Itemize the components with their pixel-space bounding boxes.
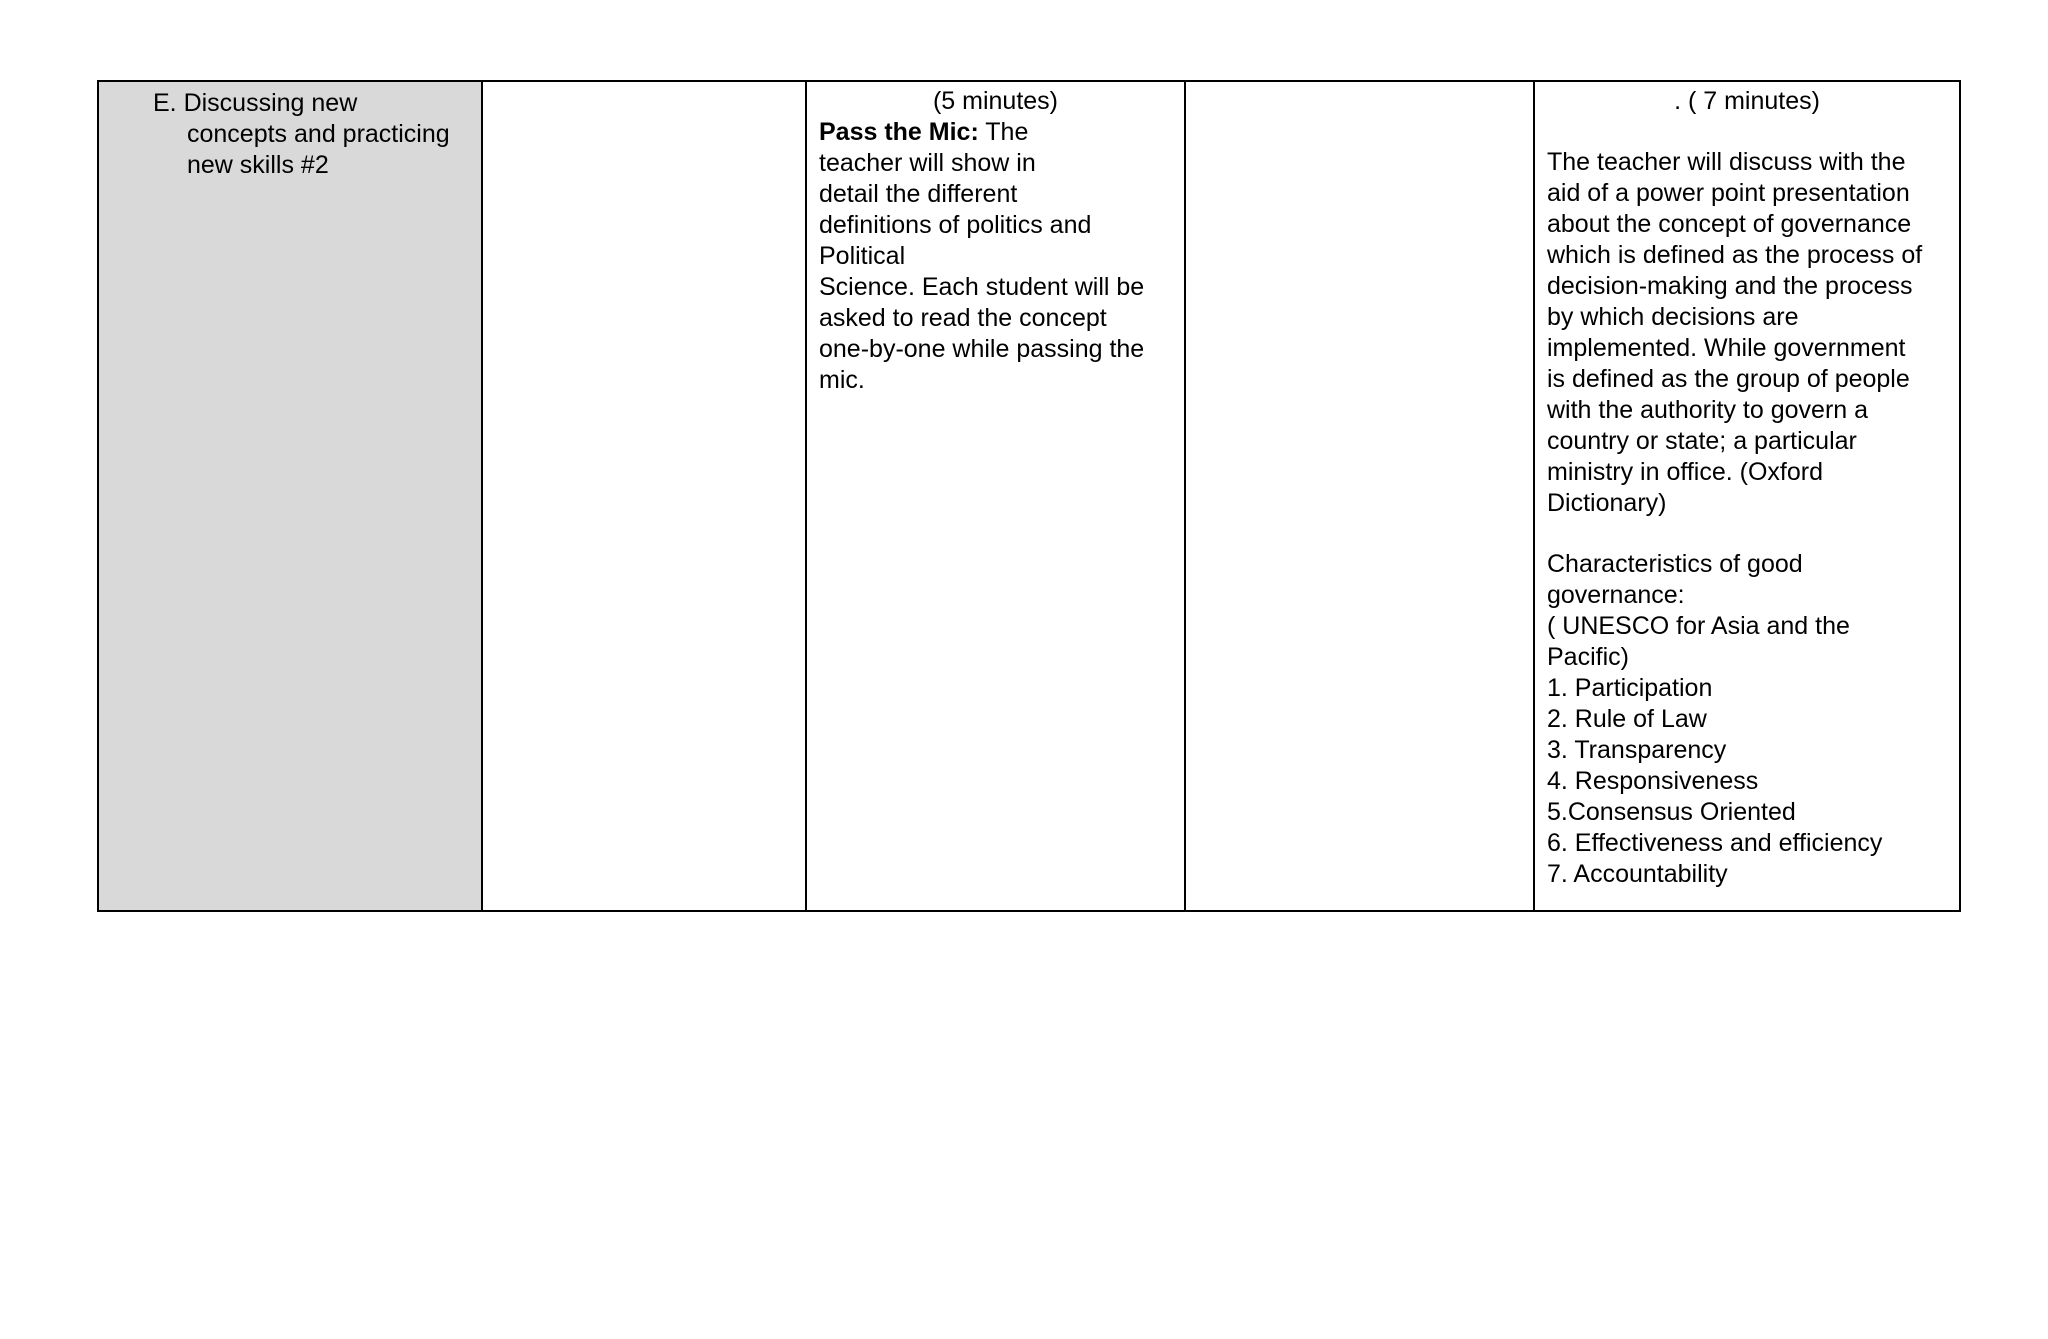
empty-cell bbox=[482, 81, 806, 911]
activity-text-line: detail the different bbox=[819, 180, 1018, 208]
row-label-cell bbox=[98, 81, 482, 911]
discussion-text-line: which is defined as the process of bbox=[1547, 241, 1923, 269]
list-item: 6. Effectiveness and efficiency bbox=[1547, 829, 1883, 857]
discussion-text-line: is defined as the group of people bbox=[1547, 365, 1910, 393]
empty-cell bbox=[1185, 81, 1534, 911]
discussion-text-line: implemented. While government bbox=[1547, 334, 1906, 362]
characteristics-line: governance: bbox=[1547, 581, 1685, 609]
activity-text-line: definitions of politics and bbox=[819, 211, 1092, 239]
discussion-cell bbox=[1534, 81, 1960, 911]
discussion-text-line: by which decisions are bbox=[1547, 303, 1799, 331]
list-item: 2. Rule of Law bbox=[1547, 705, 1707, 733]
activity-time: (5 minutes) bbox=[932, 87, 1059, 115]
discussion-text-line: aid of a power point presentation bbox=[1547, 179, 1910, 207]
discussion-text-line: Dictionary) bbox=[1547, 489, 1667, 517]
activity-text-line: asked to read the concept bbox=[819, 304, 1107, 332]
row-label-line: new skills #2 bbox=[187, 151, 329, 179]
activity-cell bbox=[806, 81, 1185, 911]
list-item: 7. Accountability bbox=[1547, 860, 1728, 888]
discussion-text-line: country or state; a particular bbox=[1547, 427, 1857, 455]
discussion-time: . ( 7 minutes) bbox=[1674, 87, 1820, 115]
list-item: 1. Participation bbox=[1547, 674, 1713, 702]
discussion-text-line: decision-making and the process bbox=[1547, 272, 1913, 300]
activity-text-line: teacher will show in bbox=[819, 149, 1036, 177]
discussion-text-line: about the concept of governance bbox=[1547, 210, 1912, 238]
activity-text-line: Science. Each student will be bbox=[819, 273, 1145, 301]
discussion-text-line: ministry in office. (Oxford bbox=[1547, 458, 1824, 486]
discussion-text-line: The teacher will discuss with the bbox=[1547, 148, 1906, 176]
characteristics-line: Pacific) bbox=[1547, 643, 1629, 671]
row-label bbox=[99, 82, 481, 181]
activity-title: Pass the Mic: bbox=[819, 118, 979, 146]
characteristics-line: ( UNESCO for Asia and the bbox=[1547, 612, 1850, 640]
lesson-plan-table bbox=[97, 80, 1961, 912]
activity-text-line: mic. bbox=[819, 366, 865, 394]
list-item: 4. Responsiveness bbox=[1547, 767, 1759, 795]
activity-text-line: one-by-one while passing the bbox=[819, 335, 1145, 363]
table-row bbox=[98, 81, 1960, 911]
characteristics-line: Characteristics of good bbox=[1547, 550, 1803, 578]
list-item: 5.Consensus Oriented bbox=[1547, 798, 1796, 826]
list-item: 3. Transparency bbox=[1547, 736, 1727, 764]
discussion-text-line: with the authority to govern a bbox=[1547, 396, 1869, 424]
activity-text-line: The bbox=[985, 118, 1029, 146]
activity-text-line: Political bbox=[819, 242, 906, 270]
row-label-line: concepts and practicing bbox=[187, 120, 450, 148]
row-label-line: E. Discussing new bbox=[153, 89, 358, 117]
